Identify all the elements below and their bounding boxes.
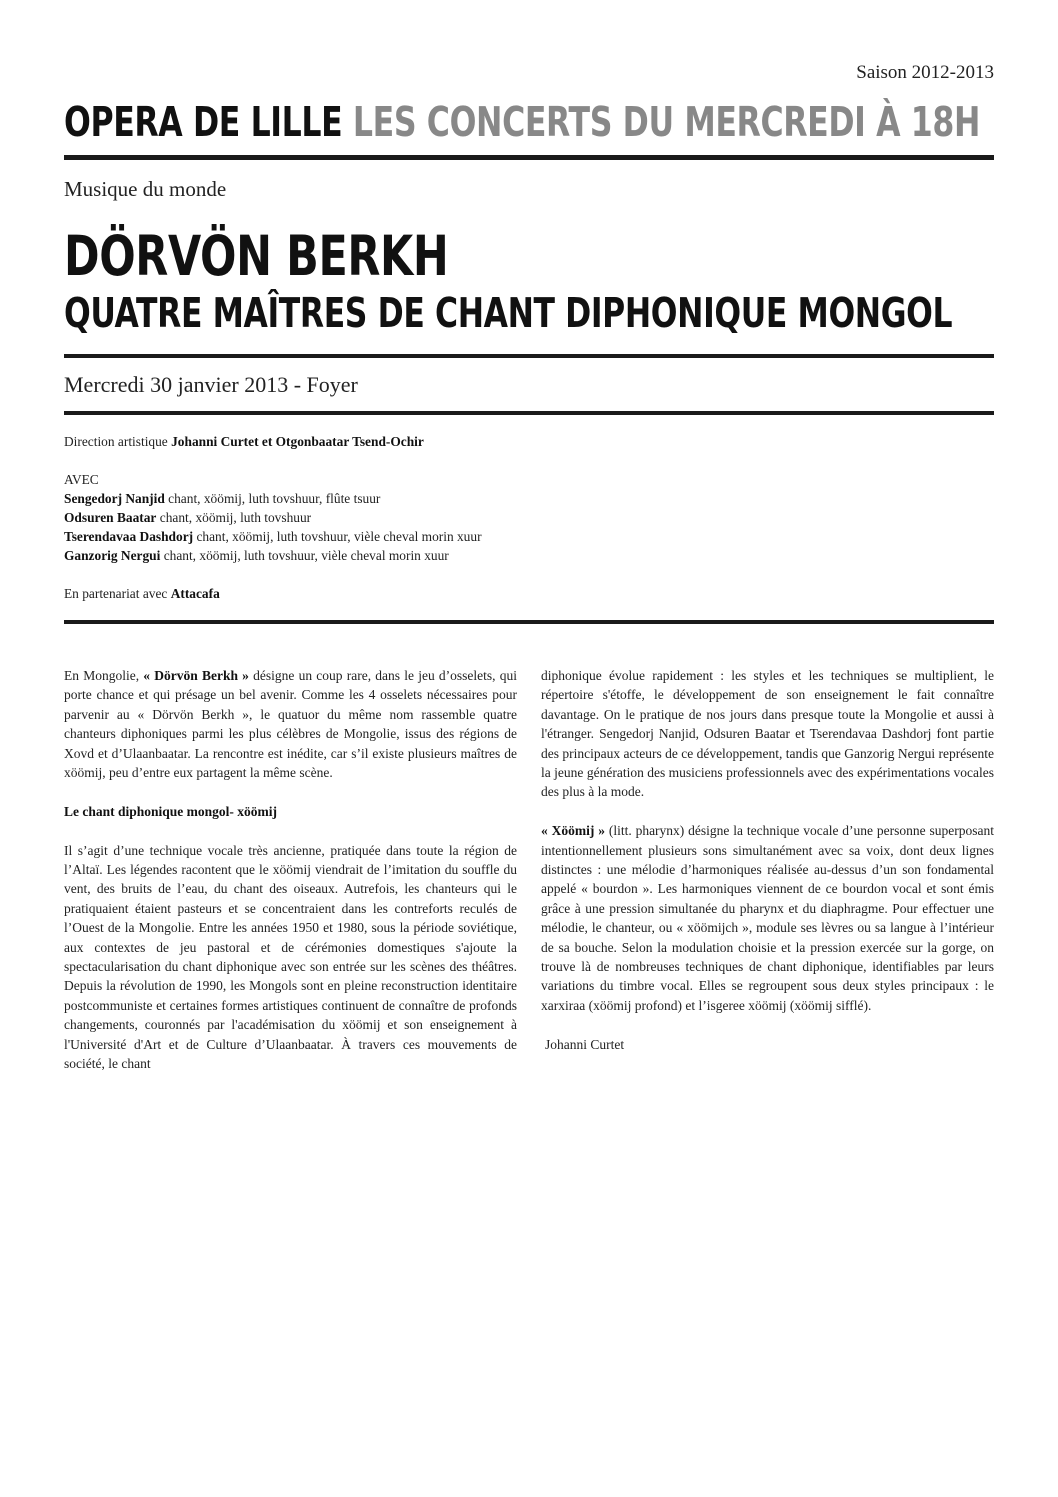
article-author: Johanni Curtet <box>545 1036 625 1052</box>
performer-role: chant, xöömij, luth tovshuur, vièle cheval morin xuur <box>163 548 449 563</box>
performer-name: Odsuren Baatar <box>64 510 157 525</box>
article-paragraph <box>541 821 994 1015</box>
direction-line <box>64 432 964 451</box>
avec-label: AVEC <box>64 472 99 487</box>
performer-name: Sengedorj Nanjid <box>64 491 165 506</box>
paragraph-text: En Mongolie, <box>64 668 144 683</box>
article-paragraph <box>64 666 517 782</box>
article-right-column <box>541 666 994 1073</box>
partner-label: En partenariat avec <box>64 586 168 601</box>
term: « Xöömij » <box>541 823 605 839</box>
concert-series: LES CONCERTS DU MERCREDI À 18H <box>352 98 980 146</box>
partner-name: Attacafa <box>170 586 220 601</box>
title-divider <box>64 354 994 358</box>
direction-label: Direction artistique <box>64 434 168 449</box>
event-date: Mercredi 30 janvier 2013 - Foyer <box>64 372 358 397</box>
group-name: « Dörvön Berkh » <box>143 668 249 683</box>
performer-row <box>64 508 964 527</box>
performer-name: Tserendavaa Dashdorj <box>64 529 194 544</box>
page-header <box>64 96 980 148</box>
direction-names: Johanni Curtet et Otgonbaatar Tsend-Ochir <box>171 434 424 449</box>
paragraph-text: désigne un coup rare, dans le jeu d’osselets, qui porte chance et qui présage un bel avenir. Comme les 4 osselets nécessaires pour parvenir au « Dörvön Berkh », le quatuor du même nom rassemble quatre chanteurs diphoniques parmi les plus célèbres de Mongolie, issus des régions de Xovd et d’Ulaanbaatar. La rencontre est inédite, car s’il existe plusieurs maîtres de xöömij, peu d’entre eux partagent la même scène. <box>64 668 517 781</box>
performer-role: chant, xöömij, luth tovshuur <box>159 510 312 525</box>
date-divider <box>64 411 994 415</box>
event-subtitle: QUATRE MAÎTRES DE CHANT DIPHONIQUE MONGOL <box>64 289 953 337</box>
performer-row <box>64 527 964 546</box>
performer-role: chant, xöömij, luth tovshuur, vièle cheval morin xuur <box>196 529 482 544</box>
opera-name: OPERA DE LILLE <box>64 98 343 146</box>
performer-row <box>64 489 964 508</box>
article-left-column <box>64 666 517 1093</box>
performer-row <box>64 546 964 565</box>
partner-line <box>64 584 964 603</box>
section-heading <box>64 802 517 821</box>
performer-name: Ganzorig Nergui <box>64 548 161 563</box>
credits-block <box>64 432 964 603</box>
event-title: DÖRVÖN BERKH <box>64 224 449 288</box>
heading-text: Le chant diphonique mongol- xöömij <box>64 803 278 819</box>
season-label: Saison 2012-2013 <box>856 62 994 83</box>
article-paragraph: diphonique évolue rapidement : les styles et les techniques se multiplient, le répertoire s'étoffe, le développement de son enseignement le fait connaître davantage. On le pratique de nos jours dans presque toute la Mongolie et aussi à l'étranger. Sengedorj Nanjid, Odsuren Baatar et Tserendavaa Dashdorj font partie des principaux acteurs de ce développement, tandis que Ganzorig Nergui représente la jeune génération des musiciens professionnels avec des expérimentations vocales des plus à la mode. <box>541 668 994 800</box>
category-label: Musique du monde <box>64 177 227 201</box>
article-paragraph: Il s’agit d’une technique vocale très ancienne, pratiquée dans toute la région de l’Altaï. Les légendes racontent que le xöömij viendrait de l’imitation du souffle du vent, des bruits de l’eau, du chant des oiseaux. Autrefois, les chanteurs qui le pratiquaient étaient pasteurs et se concentraient dans les contreforts reculés de l’Ouest de la Mongolie. Entre les années 1950 et 1980, sous la période soviétique, aux contextes de jeu pastoral et de cérémonies domestiques s'ajoute la spectacularisation du chant diphonique avec son entrée sur les scènes des théâtres. Depuis la révolution de 1990, les Mongols sont en pleine reconstruction identitaire postcommuniste et certaines formes artistiques continuent de connaître de profonds changements, couronnés par l'académisation du xöömij et son enseignement à l'Université d'Art et de Culture d’Ulaanbaatar. À travers ces mouvements de société, le chant <box>64 842 517 1072</box>
paragraph-text: (litt. pharynx) désigne la technique vocale d’une personne superposant intentionnellement plusieurs sons simultanément avec sa voix, dont deux lignes distinctes : une mélodie d’harmoniques réalisée au-dessus d’un son fondamental appelé « bourdon ». Les harmoniques viennent de ce bourdon vocal et sont émis grâce à une pression simultanée du pharynx et du diaphragme. Pour effectuer une mélodie, le chanteur, ou « xöömijch », module ses lèvres ou sa langue à l’intérieur de sa bouche. Selon la modulation choisie et la pression exercée sur la gorge, on trouve là de nombreuses techniques de chant diphonique, identifiables par leurs variations du timbre vocal. Elles se regroupent sous deux styles principaux : le xarxiraa (xöömij profond) et l’isgeree xöömij (xöömij sifflé). <box>541 823 994 1013</box>
credits-divider <box>64 620 994 624</box>
performer-role: chant, xöömij, luth tovshuur, flûte tsuur <box>168 491 381 506</box>
header-divider <box>64 155 994 160</box>
